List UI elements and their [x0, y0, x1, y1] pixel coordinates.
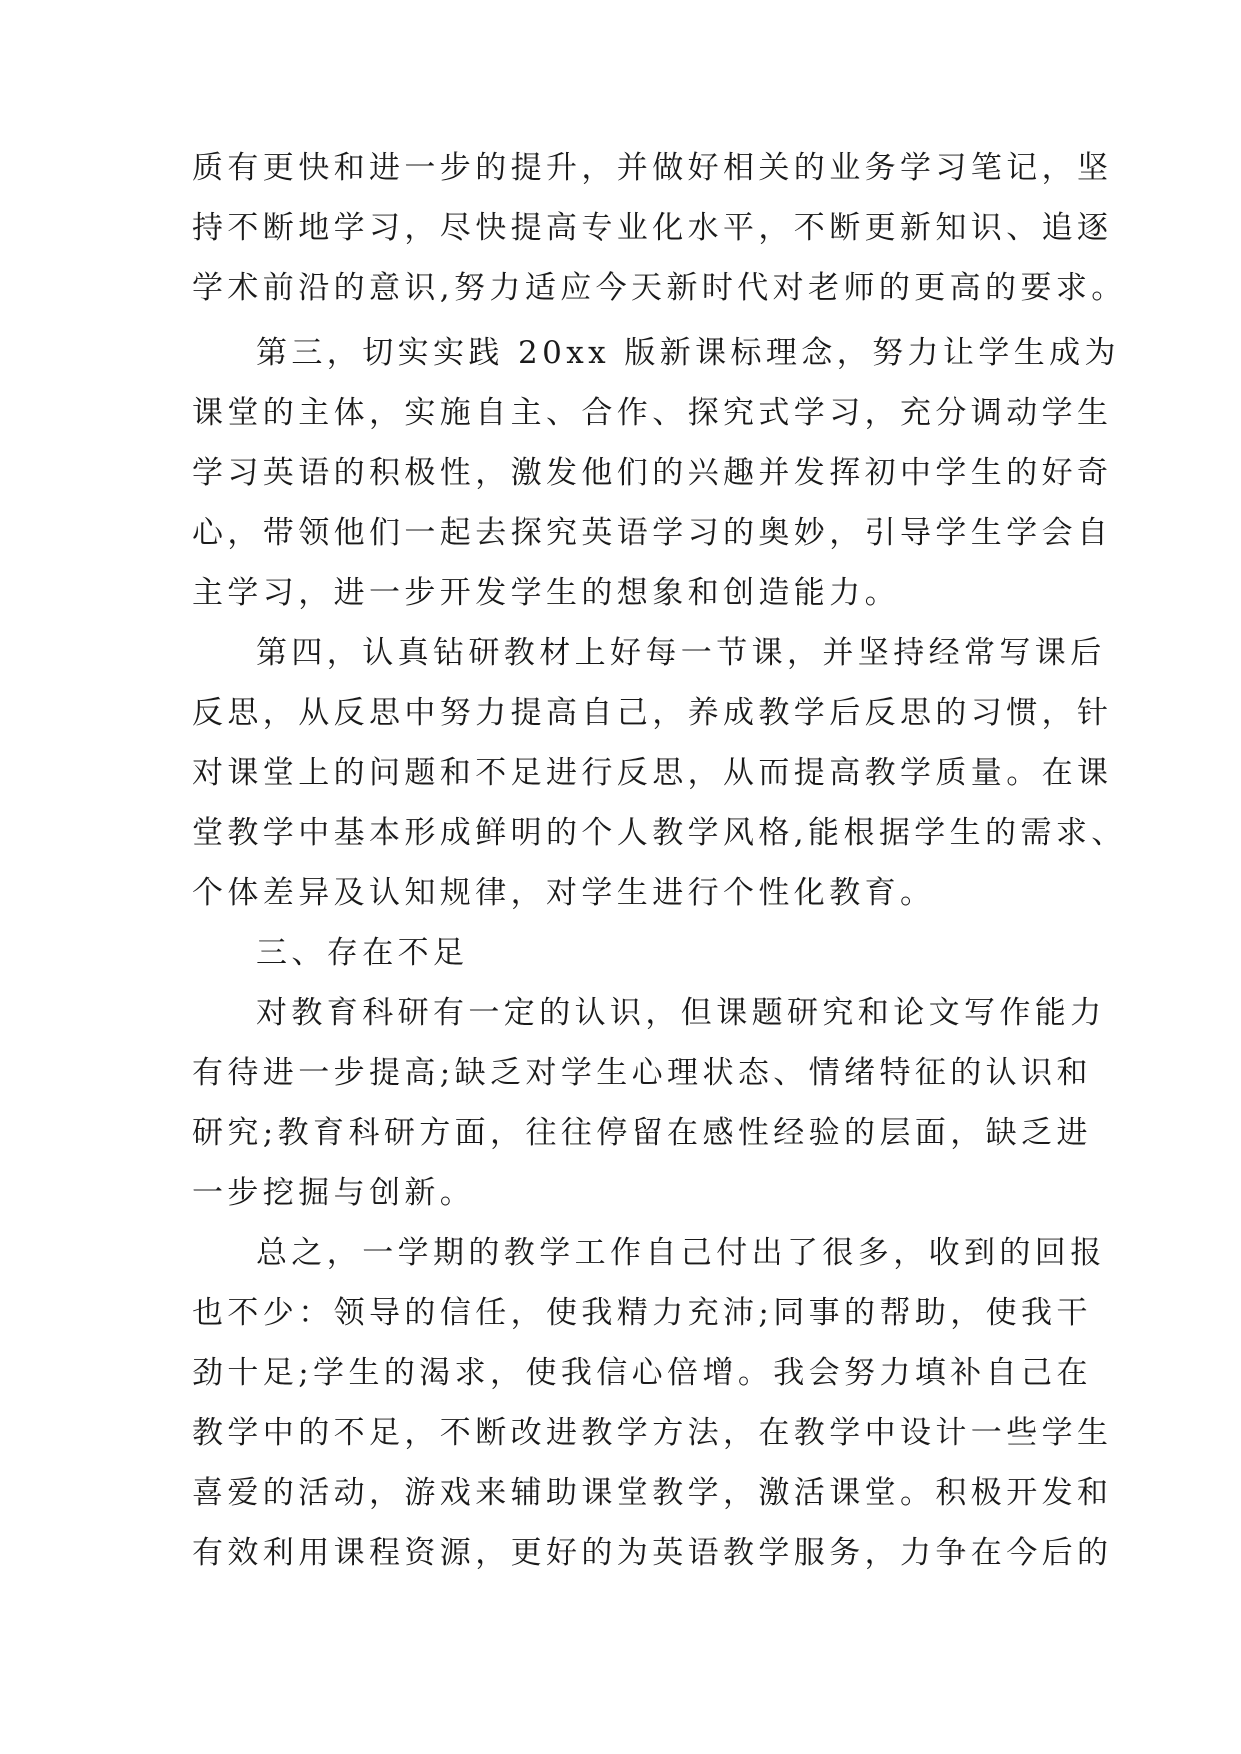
- text-line: 质有更快和进一步的提升，并做好相关的业务学习笔记，坚: [192, 150, 1113, 186]
- paragraph-first-line: 第四，认真钻研教材上好每一节课，并坚持经常写课后: [256, 635, 1106, 671]
- text-line: 一步挖掘与创新。: [192, 1175, 476, 1211]
- text-line: 个体差异及认知规律，对学生进行个性化教育。: [192, 875, 936, 911]
- paragraph-first-line: 第三，切实实践 20xx 版新课标理念，努力让学生成为: [256, 335, 1120, 371]
- text-line: 反思，从反思中努力提高自己，养成教学后反思的习惯，针: [192, 695, 1113, 731]
- paragraph-first-line: 总之，一学期的教学工作自己付出了很多，收到的回报: [256, 1235, 1106, 1271]
- text-line: 劲十足;学生的渴求，使我信心倍增。我会努力填补自己在: [192, 1355, 1092, 1391]
- text-line: 堂教学中基本形成鲜明的个人教学风格,能根据学生的需求、: [192, 815, 1127, 851]
- text-line: 也不少：领导的信任，使我精力充沛;同事的帮助，使我干: [192, 1295, 1092, 1331]
- section-heading: 三、存在不足: [256, 935, 469, 971]
- text-line: 教学中的不足，不断改进教学方法，在教学中设计一些学生: [192, 1415, 1113, 1451]
- paragraph-first-line: 对教育科研有一定的认识，但课题研究和论文写作能力: [256, 995, 1106, 1031]
- text-line: 课堂的主体，实施自主、合作、探究式学习，充分调动学生: [192, 395, 1113, 431]
- text-line: 学术前沿的意识,努力适应今天新时代对老师的更高的要求。: [192, 270, 1127, 306]
- text-line: 学习英语的积极性，激发他们的兴趣并发挥初中学生的好奇: [192, 455, 1113, 491]
- text-line: 研究;教育科研方面，往往停留在感性经验的层面，缺乏进: [192, 1115, 1092, 1151]
- text-line: 有效利用课程资源，更好的为英语教学服务，力争在今后的: [192, 1535, 1113, 1571]
- text-line: 有待进一步提高;缺乏对学生心理状态、情绪特征的认识和: [192, 1055, 1092, 1091]
- text-line: 主学习，进一步开发学生的想象和创造能力。: [192, 575, 900, 611]
- text-line: 持不断地学习，尽快提高专业化水平，不断更新知识、追逐: [192, 210, 1113, 246]
- text-line: 喜爱的活动，游戏来辅助课堂教学，激活课堂。积极开发和: [192, 1475, 1113, 1511]
- text-line: 心，带领他们一起去探究英语学习的奥妙，引导学生学会自: [192, 515, 1113, 551]
- text-line: 对课堂上的问题和不足进行反思，从而提高教学质量。在课: [192, 755, 1113, 791]
